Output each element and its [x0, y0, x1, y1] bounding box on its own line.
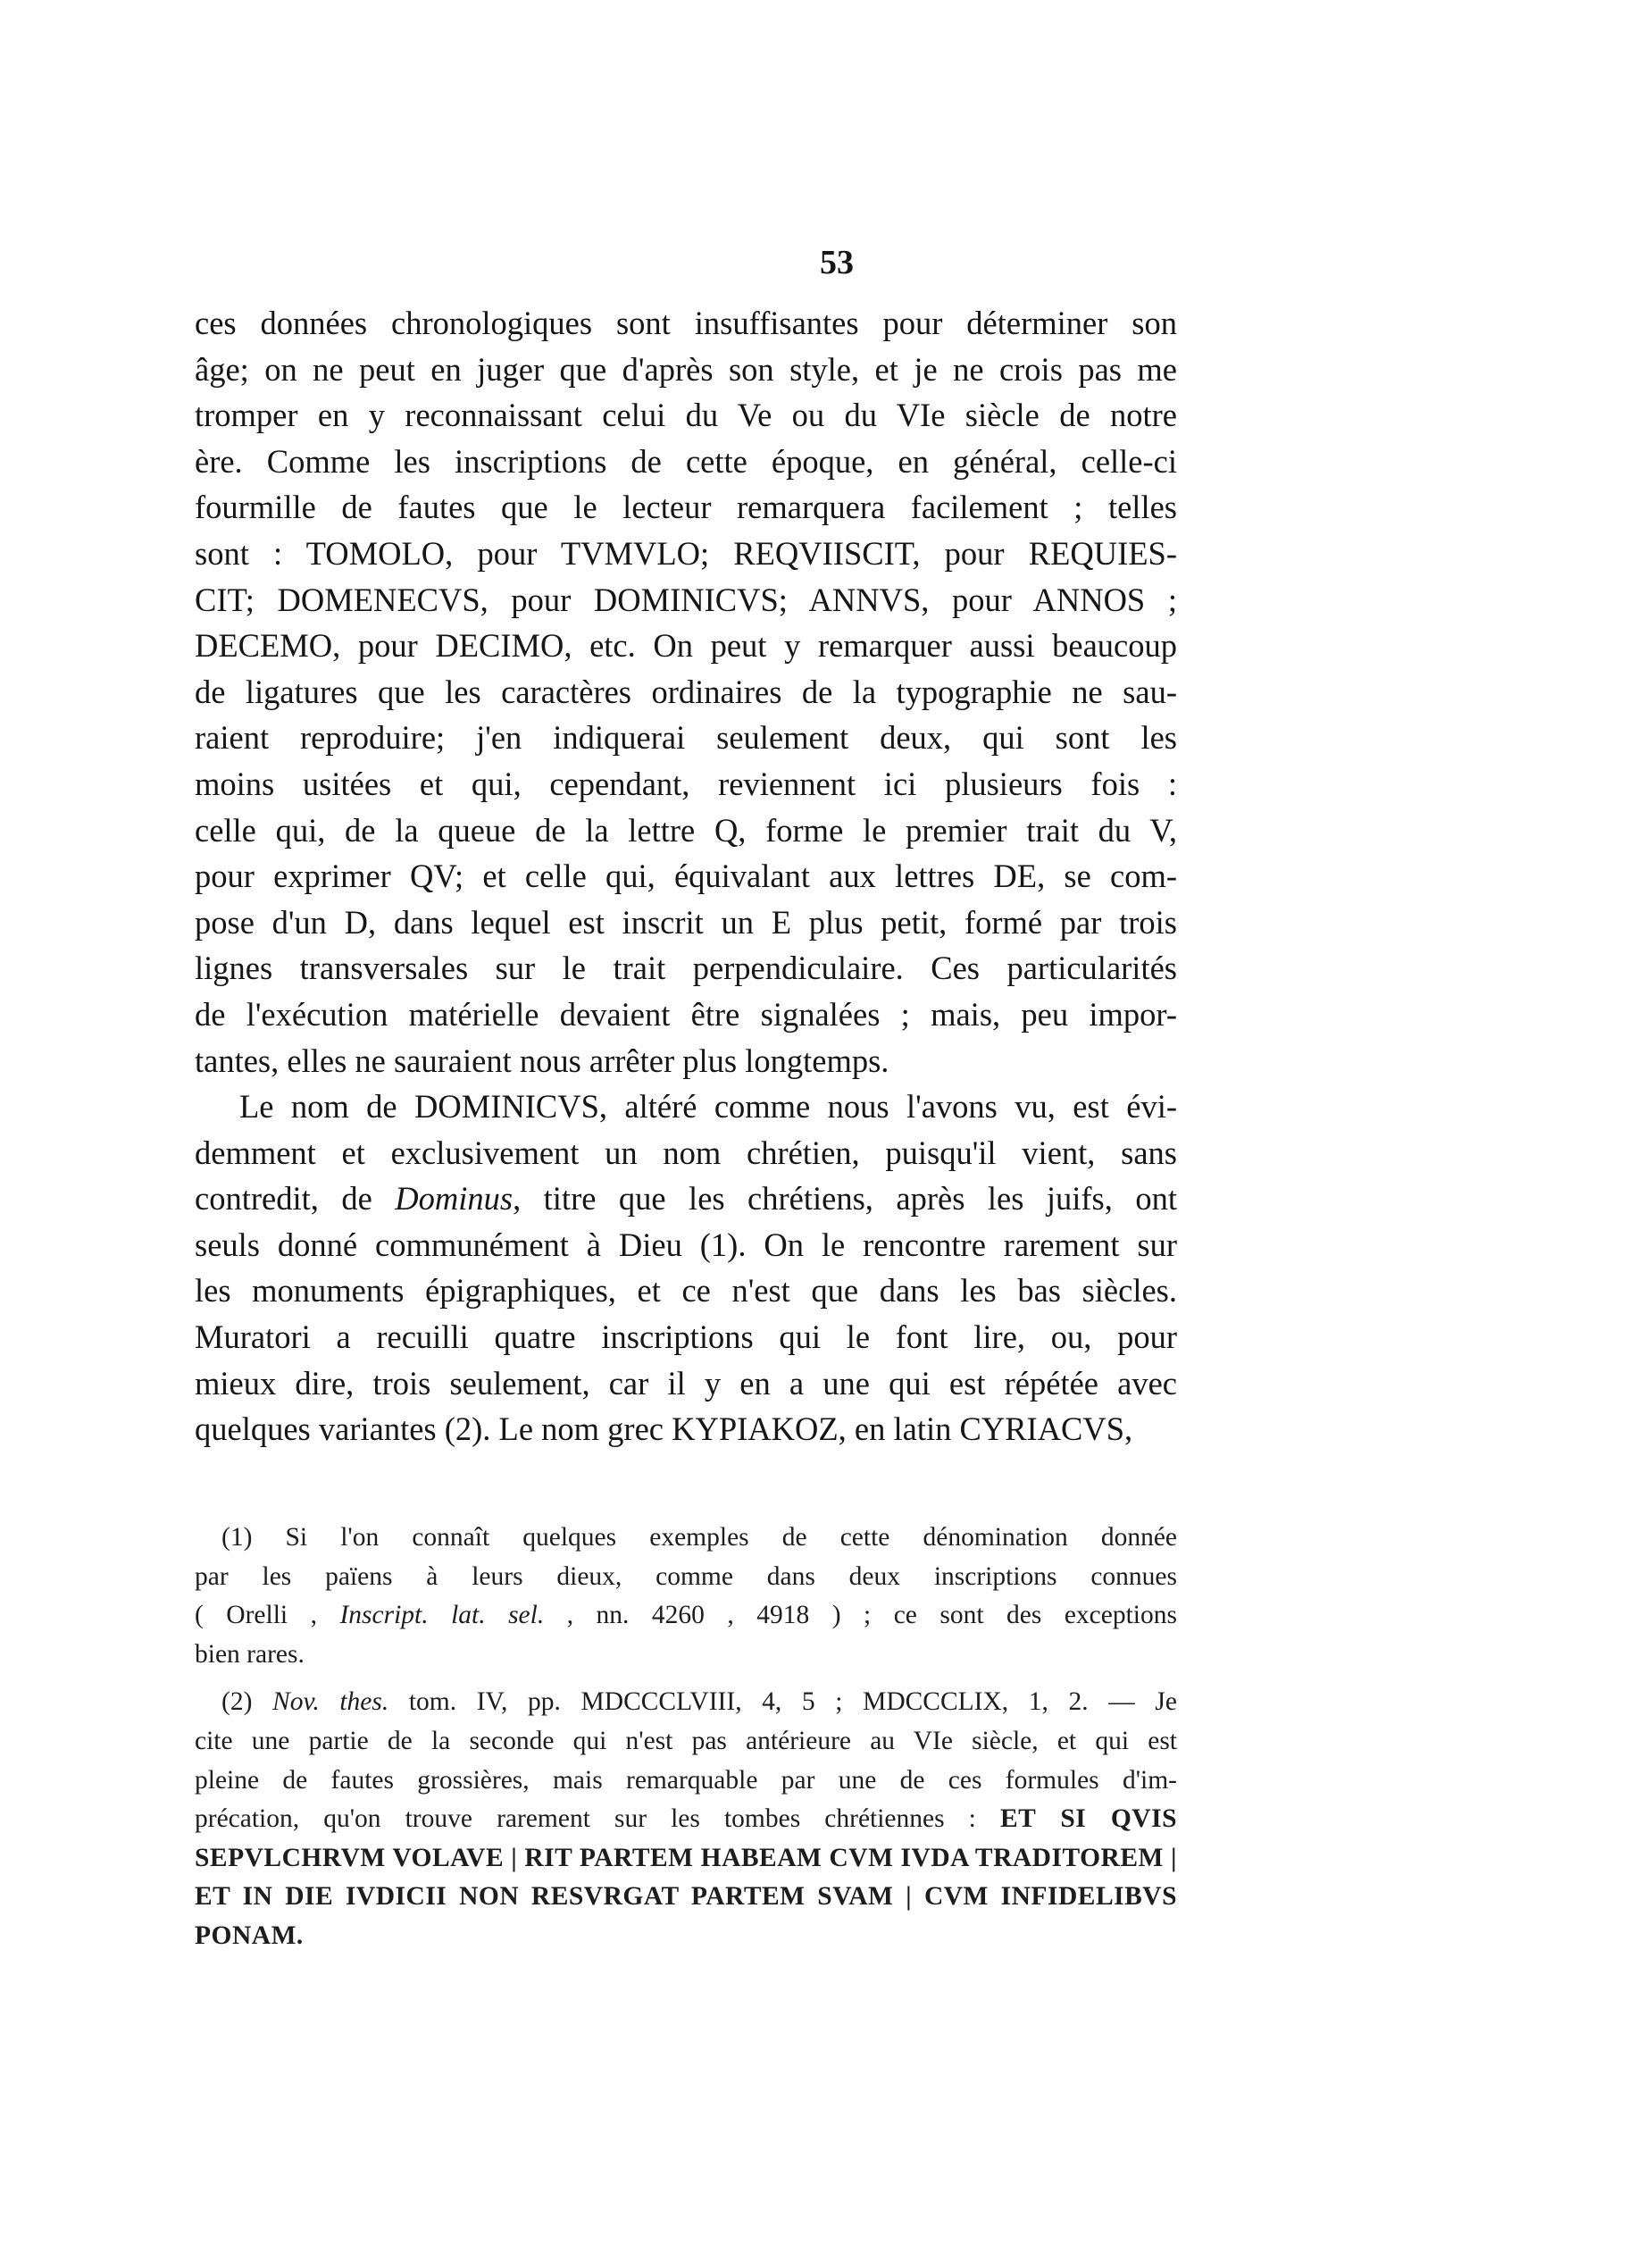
text-line: pour exprimer QV; et celle qui, équivalant aux lettres DE, se com-: [195, 858, 1177, 895]
footnote-line: par les païens à leurs dieux, comme dans deux inscriptions connues: [195, 1561, 1177, 1591]
inscription-text: ET SI QVIS: [999, 1804, 1177, 1834]
footnote-line: (1) Si l'on connaît quelques exemples de cette dénomination donnée: [221, 1523, 1177, 1552]
text-line: les monuments épigraphiques, et ce n'est que dans les bas siècles.: [195, 1272, 1177, 1310]
text-line: seuls donné communément à Dieu (1). On le rencontre rarement sur: [195, 1226, 1177, 1263]
paragraph-1: [195, 300, 1177, 1084]
text-line: de l'exécution matérielle devaient être signalées ; mais, peu impor-: [195, 995, 1177, 1033]
text-line: âge; on ne peut en juger que d'après son style, et je ne crois pas me: [195, 350, 1177, 388]
text-line: [195, 1176, 1177, 1222]
text-line: ces données chronologiques sont insuffisantes pour déterminer son: [195, 305, 1177, 341]
body-text: [195, 300, 1177, 1452]
footnote-2: [195, 1683, 1177, 1955]
italic-reference: Nov. thes.: [272, 1687, 389, 1717]
text-line: quelques variantes (2). Le nom grec KYPIAKOZ, en latin CYRIACVS,: [195, 1410, 1133, 1448]
footnote-line: [195, 1596, 1177, 1636]
text-line: DECEMO, pour DECIMO, etc. On peut y remarquer aussi beaucoup: [195, 627, 1177, 665]
text-line: de ligatures que les caractères ordinaires de la typographie ne sau-: [195, 673, 1177, 710]
text-line: pose d'un D, dans lequel est inscrit un E plus petit, formé par trois: [195, 903, 1177, 941]
page-number: 53: [820, 244, 854, 281]
inscription-line: SEPVLCHRVM VOLAVE | RIT PARTEM HABEAM CVM IVDA TRADITOREM |: [195, 1843, 1177, 1872]
footnote-line: [195, 1683, 1177, 1722]
text-segment: , nn. 4260 , 4918 ) ; ce sont des exceptions: [544, 1601, 1177, 1630]
inscription-line: PONAM.: [195, 1921, 304, 1950]
footnote-line: bien rares.: [195, 1639, 305, 1669]
text-segment: ( Orelli ,: [195, 1601, 340, 1630]
text-line: CIT; DOMENECVS, pour DOMINICVS; ANNVS, pour ANNOS ;: [195, 581, 1177, 618]
text-segment: (2): [221, 1687, 273, 1717]
text-line: ère. Comme les inscriptions de cette époque, en général, celle-ci: [195, 442, 1177, 480]
italic-term: Dominus: [395, 1180, 514, 1218]
text-line: Muratori a recuilli quatre inscriptions qui le font lire, ou, pour: [195, 1318, 1177, 1356]
inscription-line: ET IN DIE IVDICII NON RESVRGAT PARTEM SVAM | CVM INFIDELIBVS: [195, 1882, 1177, 1912]
text-line: Le nom de DOMINICVS, altéré comme nous l'avons vu, est évi-: [239, 1088, 1177, 1126]
footnote-1: [195, 1519, 1177, 1674]
text-line: fourmille de fautes que le lecteur remarquera facilement ; telles: [195, 489, 1177, 526]
text-line: demment et exclusivement un nom chrétien, puisqu'il vient, sans: [195, 1134, 1177, 1171]
text-line: moins usitées et qui, cependant, reviennent ici plusieurs fois :: [195, 765, 1177, 802]
italic-reference: Inscript. lat. sel.: [339, 1601, 545, 1630]
text-line: tromper en y reconnaissant celui du Ve ou du VIe siècle de notre: [195, 397, 1177, 434]
text-line: lignes transversales sur le trait perpendiculaire. Ces particularités: [195, 950, 1177, 987]
footnote-line: cite une partie de la seconde qui n'est pas antérieure au VIe siècle, et qui est: [195, 1726, 1177, 1755]
footnote-line: pleine de fautes grossières, mais remarquable par une de ces formules d'im-: [195, 1765, 1177, 1795]
text-line: raient reproduire; j'en indiquerai seulement deux, qui sont les: [195, 719, 1177, 757]
footnotes: [195, 1519, 1177, 1956]
text-segment: tom. IV, pp. MDCCCLVIII, 4, 5 ; MDCCCLIX, 1, 2. — Je: [388, 1687, 1177, 1717]
text-segment: , titre que les chrétiens, après les juifs, ont: [513, 1180, 1177, 1218]
text-line: celle qui, de la queue de la lettre Q, forme le premier trait du V,: [195, 811, 1177, 849]
paragraph-2: [195, 1084, 1177, 1452]
text-line: sont : TOMOLO, pour TVMVLO; REQVIISCIT, pour REQUIES-: [195, 534, 1177, 572]
footnote-line: [195, 1800, 1177, 1839]
text-segment: contredit, de: [195, 1180, 396, 1218]
text-segment: précation, qu'on trouve rarement sur les tombes chrétiennes :: [195, 1804, 1000, 1834]
text-line: mieux dire, trois seulement, car il y en a une qui est répétée avec: [195, 1364, 1177, 1402]
text-line: tantes, elles ne sauraient nous arrêter plus longtemps.: [195, 1042, 889, 1079]
